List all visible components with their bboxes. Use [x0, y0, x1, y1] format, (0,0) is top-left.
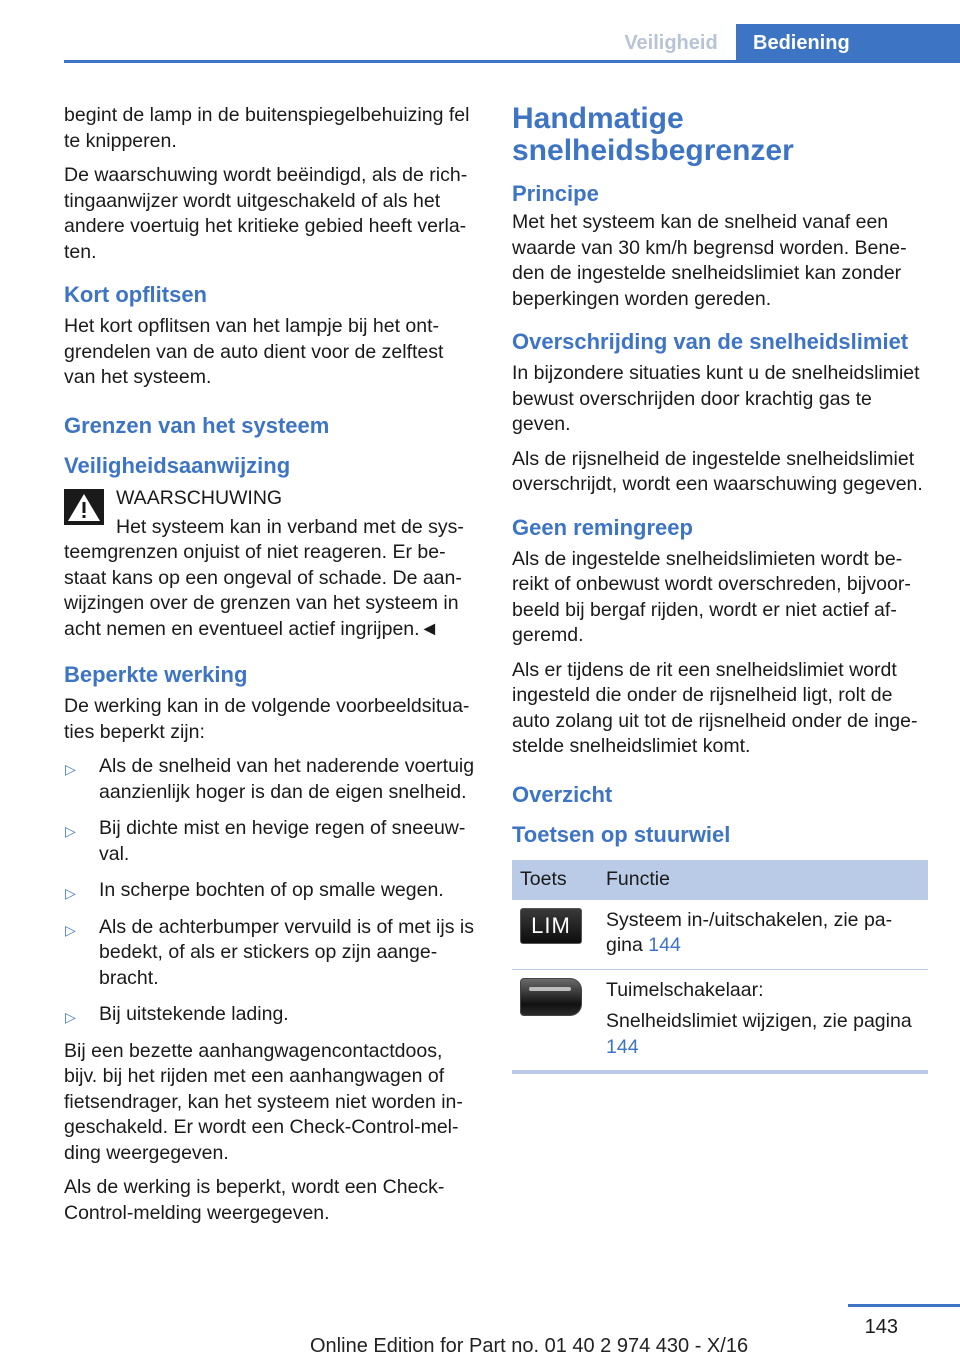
warning-triangle-icon [64, 489, 104, 525]
right-column [512, 103, 928, 1074]
heading-principe: Principe [512, 181, 599, 206]
row-title: Tuimelschakelaar: [606, 978, 764, 1001]
heading-overzicht: Overzicht [512, 781, 613, 807]
lim-button-icon: LIM [520, 908, 582, 944]
warning-text: Het systeem kan in verband met de systeemgrenzen onjuist of niet reageren. Er bestaat kans op een ongeval of schade. De aanwijzingen over de grenzen van het systeem in acht nemen en eventueel actief ingrijpen.◄ [64, 515, 464, 640]
warning-block [64, 485, 480, 643]
triangle-bullet-icon: ▷ [65, 921, 76, 938]
paragraph: De waarschuwing wordt beëindigd, als de richtingaanwijzer wordt uitgeschakeld of als het andere voertuig het kritieke gebied heeft verlaten. [64, 164, 468, 263]
heading-geen-remingreep: Geen remingreep [512, 514, 693, 540]
paragraph: Als de rijsnelheid de ingestelde snelheidslimiet overschrijdt, wordt een waarschuwing gegeven. [512, 447, 923, 495]
tab-bediening[interactable]: Bediening [736, 24, 960, 62]
page-link[interactable]: 144 [648, 934, 681, 956]
heading-kort-opflitsen: Kort opflitsen [64, 282, 207, 307]
table-header-row [512, 860, 928, 900]
page-number: 143 [864, 1316, 898, 1338]
paragraph: Met het systeem kan de snelheid vanaf een waarde van 30 km/h begrensd worden. Beneden de ingestelde snelheidslimiet kan zonder beperkingen worden gereden. [512, 211, 907, 310]
header-rule [64, 60, 960, 63]
tab-veiligheid[interactable]: Veiligheid [606, 24, 736, 62]
heading-snelheidsbegrenzer: Handmatige snelheidsbegrenzer [512, 102, 794, 167]
row-text: Snelheidslimiet wijzigen, zie pagina [606, 1010, 912, 1032]
triangle-bullet-icon: ▷ [65, 885, 76, 901]
heading-grenzen: Grenzen van het systeem [64, 412, 330, 438]
column-header: Toets [512, 860, 598, 900]
bullet-list [64, 754, 480, 1028]
triangle-bullet-icon: ▷ [65, 1009, 76, 1025]
paragraph: begint de lamp in de buitenspiegelbehuizing fel te knipperen. [64, 104, 470, 152]
left-column [64, 103, 480, 1235]
paragraph: Het kort opflitsen van het lampje bij het ontgrendelen van de auto dient voor de zelftest van het systeem. [64, 315, 444, 388]
paragraph: Als er tijdens de rit een snelheidslimiet wordt ingesteld die onder de rijsnelheid ligt, rolt de auto zolang uit tot de rijsnelheid onder de ingestelde snelheidslimiet komt. [512, 658, 918, 757]
heading-toetsen-op-stuurwiel: Toetsen op stuurwiel [512, 821, 731, 847]
footer-rule [848, 1304, 960, 1307]
list-item: ▷ Bij uitstekende lading. [64, 1002, 480, 1028]
heading-beperkte-werking: Beperkte werking [64, 662, 248, 687]
page-link[interactable]: 144 [606, 1035, 639, 1058]
list-item: ▷ In scherpe bochten of op smalle wegen. [64, 878, 480, 904]
triangle-bullet-icon: ▷ [65, 823, 76, 839]
table-row [512, 900, 928, 970]
row-text: Systeem in-/uitschakelen, zie pagina [606, 908, 893, 956]
paragraph: De werking kan in de volgende voorbeeldsituaties beperkt zijn: [64, 695, 470, 743]
triangle-bullet-icon: ▷ [65, 761, 76, 777]
edition-footer: Online Edition for Part no. 01 40 2 974 430 - X/16 [310, 1335, 749, 1357]
paragraph: Als de ingestelde snelheidslimieten wordt bereikt of onbewust wordt overschreden, bijvoorbeeld bij bergaf rijden, wordt er niet actief afgeremd. [512, 547, 911, 646]
rocker-switch-icon [520, 978, 582, 1016]
list-item: ▷ Als de achterbumper vervuild is of met ijs is bedekt, of als er stickers op zijn aangebracht. [65, 915, 474, 989]
table-row [512, 969, 928, 1072]
column-header: Functie [598, 860, 928, 900]
paragraph: Bij een bezette aanhangwagencontactdoos, bijv. bij het rijden met een aanhangwagen of fietsendrager, kan het systeem niet worden ingeschakeld. Er wordt een Check-Control-melding weergegeven. [64, 1039, 463, 1164]
paragraph: In bijzondere situaties kunt u de snelheidslimiet bewust overschrijden door krachtig gas te geven. [512, 362, 920, 435]
keys-table [512, 860, 928, 1075]
list-item: ▷ Bij dichte mist en hevige regen of sneeuwval. [65, 817, 466, 865]
heading-veiligheidsaanwijzing: Veiligheidsaanwijzing [64, 452, 291, 478]
chapter-tabs [606, 24, 960, 62]
heading-overschrijding: Overschrijding van de snelheidslimiet [512, 329, 909, 354]
list-item: ▷ Als de snelheid van het naderende voertuig aanzienlijk hoger is dan de eigen snelheid. [65, 755, 475, 803]
paragraph: Als de werking is beperkt, wordt een Check-Control-melding weergegeven. [64, 1176, 445, 1224]
warning-title: WAARSCHUWING [116, 486, 283, 509]
